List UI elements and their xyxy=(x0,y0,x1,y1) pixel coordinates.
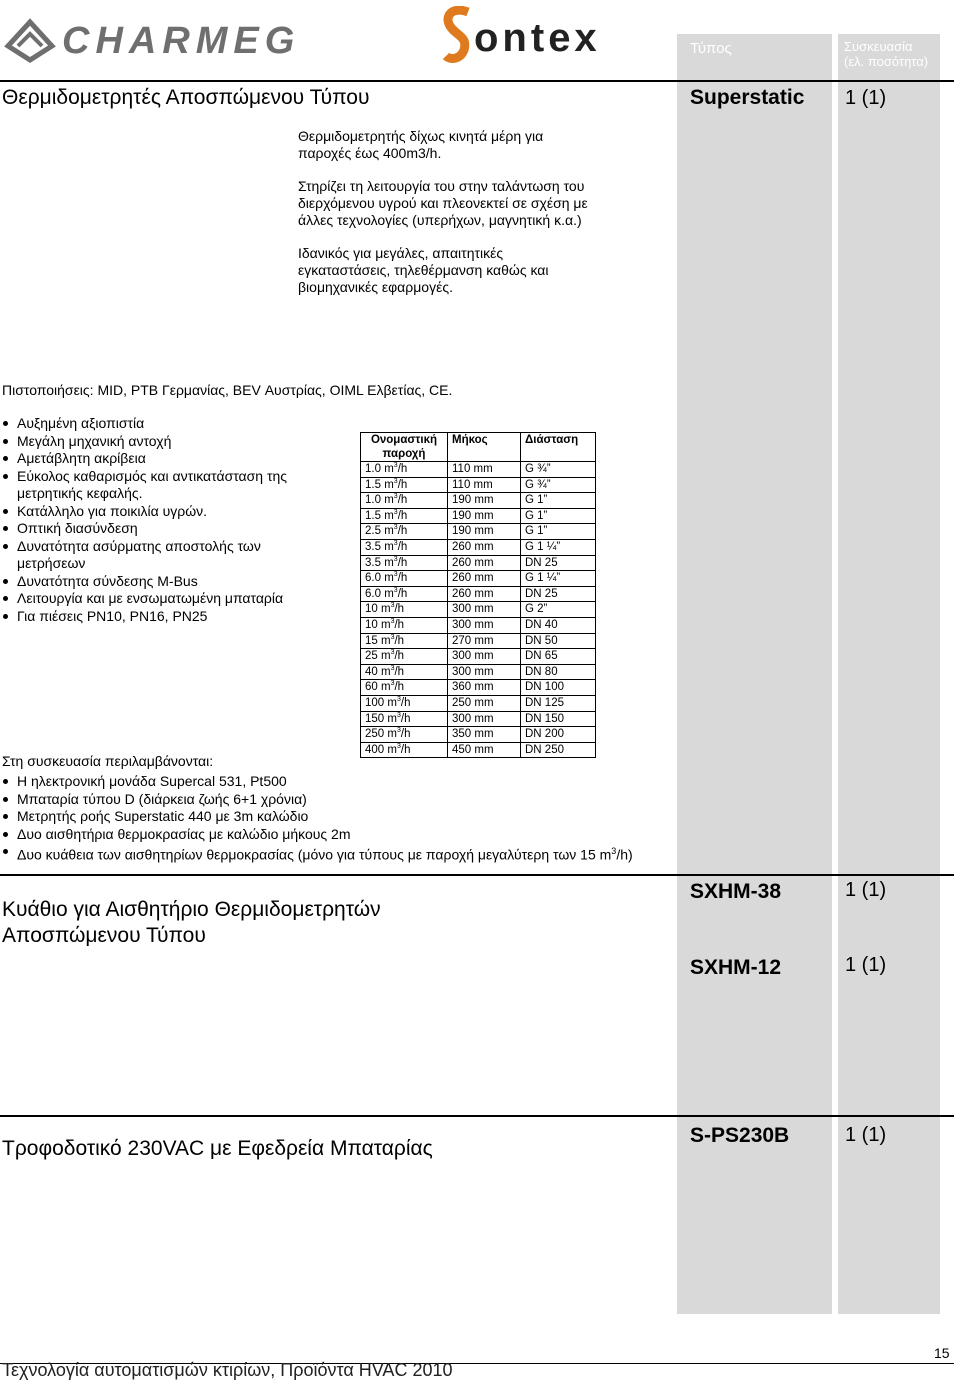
cell-length: 260 mm xyxy=(448,586,521,602)
cell-length: 190 mm xyxy=(448,508,521,524)
table-row xyxy=(361,727,596,743)
cell-dimension: G 1” xyxy=(521,493,596,509)
para1-line2: παροχές έως 400m3/h. xyxy=(298,145,442,161)
section1-description xyxy=(298,128,638,296)
cell-flow: 1.5 $m^3/h$ xyxy=(361,477,448,493)
table-row xyxy=(361,524,596,540)
cell-flow: 15 $m^3/h$ xyxy=(361,633,448,649)
cell-flow: 150 $m^3/h$ xyxy=(361,711,448,727)
cell-length: 260 mm xyxy=(448,555,521,571)
table-row xyxy=(361,680,596,696)
cell-flow: 25 $m^3/h$ xyxy=(361,649,448,665)
cell-flow: 60 $m^3/h$ xyxy=(361,680,448,696)
table-row xyxy=(361,633,596,649)
table-row xyxy=(361,602,596,618)
cell-dimension: G 2” xyxy=(521,602,596,618)
column-package-line1: Συσκευασία xyxy=(844,39,913,54)
column-package-header xyxy=(844,39,928,69)
para1-line1: Θερμιδομετρητής δίχως κινητά μέρη για xyxy=(298,128,544,144)
para3-line1: Ιδανικός για μεγάλες, απαιτητικές xyxy=(298,245,504,261)
cell-length: 110 mm xyxy=(448,477,521,493)
cell-length: 300 mm xyxy=(448,711,521,727)
table-row xyxy=(361,711,596,727)
section3-qty: 1 (1) xyxy=(845,1124,887,1146)
feature-item: Μεγάλη μηχανική αντοχή xyxy=(2,433,287,451)
feature-item: Κατάλληλο για ποικιλία υγρών. xyxy=(2,503,287,521)
section1-title: Θερμιδομετρητές Αποσπώμενου Τύπου xyxy=(2,86,370,109)
cell-dimension: DN 150 xyxy=(521,711,596,727)
package-item: Δυο αισθητήρια θερμοκρασίας με καλώδιο μήκους 2m xyxy=(2,826,682,844)
section2-title-line2: Αποσπώμενου Τύπου xyxy=(2,924,206,947)
cell-length: 300 mm xyxy=(448,649,521,665)
section2-code1: SXHM-38 xyxy=(690,880,782,903)
cell-dimension: G 1 ¼” xyxy=(521,571,596,587)
table-row xyxy=(361,539,596,555)
cell-length: 450 mm xyxy=(448,742,521,758)
cell-dimension: DN 200 xyxy=(521,727,596,743)
package-list-last xyxy=(2,843,682,864)
package-list xyxy=(2,773,682,843)
section2-qty2: 1 (1) xyxy=(845,954,887,976)
cell-dimension: G 1” xyxy=(521,508,596,524)
sontex-logo xyxy=(442,6,601,66)
section2-code2: SXHM-12 xyxy=(690,956,782,979)
feature-item: Αυξημένη αξιοπιστία xyxy=(2,415,287,433)
table-row xyxy=(361,462,596,478)
feature-item: Δυνατότητα σύνδεσης M-Bus xyxy=(2,573,287,591)
cell-flow: 1.5 $m^3/h$ xyxy=(361,508,448,524)
cell-flow: 250 $m^3/h$ xyxy=(361,727,448,743)
cell-flow: 10 $m^3/h$ xyxy=(361,602,448,618)
feature-item: Αμετάβλητη ακρίβεια xyxy=(2,450,287,468)
certifications: Πιστοποιήσεις: MID, PTB Γερμανίας, BEV Αυστρίας, OIML Ελβετίας, CE. xyxy=(2,382,453,398)
cell-length: 260 mm xyxy=(448,571,521,587)
cell-dimension: DN 80 xyxy=(521,664,596,680)
spec-table xyxy=(360,432,596,758)
section3-title: Τροφοδοτικό 230VAC με Εφεδρεία Μπαταρίας xyxy=(2,1137,433,1160)
features-list xyxy=(2,415,287,625)
package-item: Μετρητής ροής Superstatic 440 με 3m καλώδιο xyxy=(2,808,682,826)
cell-flow: 3.5 $m^3/h$ xyxy=(361,539,448,555)
cell-length: 260 mm xyxy=(448,539,521,555)
section1-qty: 1 (1) xyxy=(845,87,887,109)
table-row xyxy=(361,477,596,493)
para2-line3: άλλες τεχνολογίες (υπερήχων, μαγνητική κ.α.) xyxy=(298,212,582,228)
section1-code: Superstatic xyxy=(690,86,805,109)
cell-dimension: G ¾” xyxy=(521,477,596,493)
cell-flow: 1.0 $m^3/h$ xyxy=(361,462,448,478)
section2-rule xyxy=(0,874,954,876)
cell-flow: 2.5 $m^3/h$ xyxy=(361,524,448,540)
table-row xyxy=(361,508,596,524)
cell-flow: 10 $m^3/h$ xyxy=(361,617,448,633)
table-row xyxy=(361,571,596,587)
feature-item: Λειτουργία και με ενσωματωμένη μπαταρία xyxy=(2,590,287,608)
table-row xyxy=(361,695,596,711)
cell-flow: 100 $m^3/h$ xyxy=(361,695,448,711)
package-column-bg xyxy=(838,34,940,1314)
column-type-header: Τύπος xyxy=(690,40,732,57)
cell-dimension: G 1” xyxy=(521,524,596,540)
cell-flow: 1.0 $m^3/h$ xyxy=(361,493,448,509)
para2-line2: διερχόμενου υγρού και πλεονεκτεί σε σχέση με xyxy=(298,195,588,211)
feature-item: Για πιέσεις PN10, PN16, PN25 xyxy=(2,608,287,626)
cell-dimension: DN 125 xyxy=(521,695,596,711)
cell-dimension: DN 65 xyxy=(521,649,596,665)
table-row xyxy=(361,742,596,758)
cell-flow: 6.0 $m^3/h$ xyxy=(361,586,448,602)
cell-length: 300 mm xyxy=(448,602,521,618)
cell-dimension: G 1 ¼” xyxy=(521,539,596,555)
table-row xyxy=(361,617,596,633)
cell-flow: 400 $m^3/h$ xyxy=(361,742,448,758)
cell-dimension: DN 50 xyxy=(521,633,596,649)
header-rule xyxy=(0,80,954,82)
cell-dimension: DN 40 xyxy=(521,617,596,633)
cell-flow: 40 $m^3/h$ xyxy=(361,664,448,680)
cell-flow: 6.0 $m^3/h$ xyxy=(361,571,448,587)
cell-length: 190 mm xyxy=(448,524,521,540)
table-row xyxy=(361,649,596,665)
cell-dimension: DN 25 xyxy=(521,586,596,602)
cell-length: 300 mm xyxy=(448,617,521,633)
cell-length: 250 mm xyxy=(448,695,521,711)
para2-line1: Στηρίζει τη λειτουργία του στην ταλάντωση του xyxy=(298,178,585,194)
page-number: 15 xyxy=(934,1345,950,1361)
cell-dimension: G ¾” xyxy=(521,462,596,478)
section2-qty1: 1 (1) xyxy=(845,879,887,901)
package-item: Η ηλεκτρονική μονάδα Supercal 531, Pt500 xyxy=(2,773,682,791)
cell-length: 350 mm xyxy=(448,727,521,743)
package-intro: Στη συσκευασία περιλαμβάνονται: xyxy=(2,753,214,769)
table-row xyxy=(361,555,596,571)
table-row xyxy=(361,586,596,602)
cell-length: 110 mm xyxy=(448,462,521,478)
charmeg-logo-text: CHARMEG xyxy=(62,20,301,62)
th-nominal-flow: Ονομαστική παροχή xyxy=(361,433,448,462)
section2-title-line1: Κυάθιο για Αισθητήριο Θερμιδομετρητών xyxy=(2,898,381,921)
cell-length: 270 mm xyxy=(448,633,521,649)
table-row xyxy=(361,493,596,509)
footer-text: Τεχνολογία αυτοματισμών κτιρίων, Προϊόντα HVAC 2010 xyxy=(2,1360,453,1380)
cell-length: 300 mm xyxy=(448,664,521,680)
cell-dimension: DN 250 xyxy=(521,742,596,758)
sontex-logo-visible: ontex xyxy=(474,16,601,60)
package-item: Μπαταρία τύπου D (διάρκεια ζωής 6+1 χρόνια) xyxy=(2,791,682,809)
section3-rule xyxy=(0,1115,954,1117)
feature-item: Εύκολος καθαρισμός και αντικατάσταση της μετρητικής κεφαλής. xyxy=(2,468,287,503)
th-dimension: Διάσταση xyxy=(521,433,596,462)
charmeg-logo xyxy=(4,16,316,66)
type-column-bg xyxy=(677,34,832,1314)
th-length: Μήκος xyxy=(448,433,521,462)
section3-code: S-PS230B xyxy=(690,1124,790,1147)
section2-title xyxy=(2,897,381,949)
cell-flow: 3.5 $m^3/h$ xyxy=(361,555,448,571)
table-row xyxy=(361,664,596,680)
cell-length: 360 mm xyxy=(448,680,521,696)
feature-item: Δυνατότητα ασύρματης αποστολής των μετρήσεων xyxy=(2,538,287,573)
feature-item: Οπτική διασύνδεση xyxy=(2,520,287,538)
para3-line2: εγκαταστάσεις, τηλεθέρμανση καθώς και xyxy=(298,262,549,278)
cell-dimension: DN 25 xyxy=(521,555,596,571)
cell-length: 190 mm xyxy=(448,493,521,509)
cell-dimension: DN 100 xyxy=(521,680,596,696)
para3-line3: βιομηχανικές εφαρμογές. xyxy=(298,279,453,295)
column-package-line2: (ελ. ποσότητα) xyxy=(844,54,929,69)
package-item-last: Δυο κυάθεια των αισθητηρίων θερμοκρασίας (μόνο για τύπους με παροχή μεγαλύτερη των 15 $m^3/h$) xyxy=(2,843,682,864)
